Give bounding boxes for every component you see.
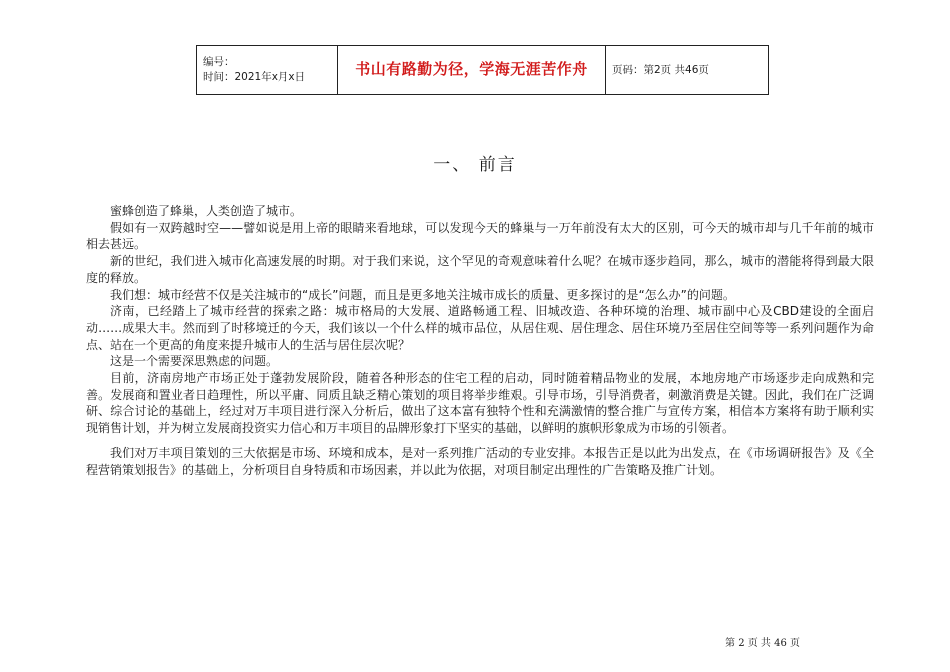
section-title: 一、 前言 (433, 155, 517, 175)
paragraph: 我们对万丰项目策划的三大依据是市场、环境和成本，是对一系列推广活动的专业安排。本报告正是以此为出发点，在《市场调研报告》及《全程营销策划报告》的基础上，分析项目自身特质和市场因素，并以此为依据，对项目制定出理性的广告策略及推广计划。 (86, 445, 874, 477)
document-number-label: 编号： (203, 56, 235, 68)
paragraph: 新的世纪，我们进入城市化高速发展的时期。对于我们来说，这个罕见的奇观意味着什么呢？在城市逐步趋同，那么，城市的潜能将得到最大限度的释放。 (86, 254, 874, 285)
paragraph: 这是一个需要深思熟虑的问题。 (110, 354, 279, 369)
document-date: 时间：2021年x月x日 (203, 71, 306, 83)
paragraph: 目前，济南房地产市场正处于蓬勃发展阶段，随着各种形态的住宅工程的启动，同时随着精品物业的发展，本地房地产市场逐步走向成熟和完善。发展商和置业者日趋理性，所以平庸、同质且缺乏精心策划的项目将举步维艰。引导市场，引导消费者，刺激消费是关键。因此，我们在广泛调研、综合讨论的基础上，经过对万丰项目进行深入分析后，做出了这本富有独特个性和充满激情的整合推广与宣传方案，相信本方案将有助于顺利实现销售计划，并为树立发展商投资实力信心和万丰项目的品牌形象打下坚实的基础，以鲜明的旗帜形象成为市场的引领者。 (86, 371, 874, 436)
header-motto-cell (338, 46, 606, 95)
paragraph: 蜜蜂创造了蜂巢，人类创造了城市。 (110, 204, 303, 218)
header-table (196, 45, 769, 95)
paragraph: 我们想：城市经营不仅是关注城市的“成长”问题，而且是更多地关注城市成长的质量、更多探讨的是“怎么办”的问题。 (110, 287, 735, 302)
header-page-number: 页码：第2页 共46页 (612, 63, 709, 76)
body-text (86, 203, 874, 478)
footer-page-number: 第 2 页 共 46 页 (725, 638, 800, 649)
header-page-cell (606, 46, 769, 95)
paragraph: 假如有一双跨越时空——譬如说是用上帝的眼睛来看地球，可以发现今天的蜂巢与一万年前没有太大的区别，可今天的城市却与几千年前的城市相去甚远。 (86, 220, 874, 252)
header-meta-cell (197, 46, 338, 95)
paragraph: 济南，已经踏上了城市经营的探索之路：城市格局的大发展、道路畅通工程、旧城改造、各种环境的治理、城市副中心及CBD建设的全面启动……成果大丰。然而到了时移境迁的今天，我们该以一个什么样的城市品位，从居住观、居住理念、居住环境乃至居住空间等等一系列问题作为命点、站在一个更高的角度来提升城市人的生活与居住层次呢？ (86, 304, 874, 352)
header-motto: 书山有路勤为径，学海无涯苦作舟 (355, 59, 588, 78)
